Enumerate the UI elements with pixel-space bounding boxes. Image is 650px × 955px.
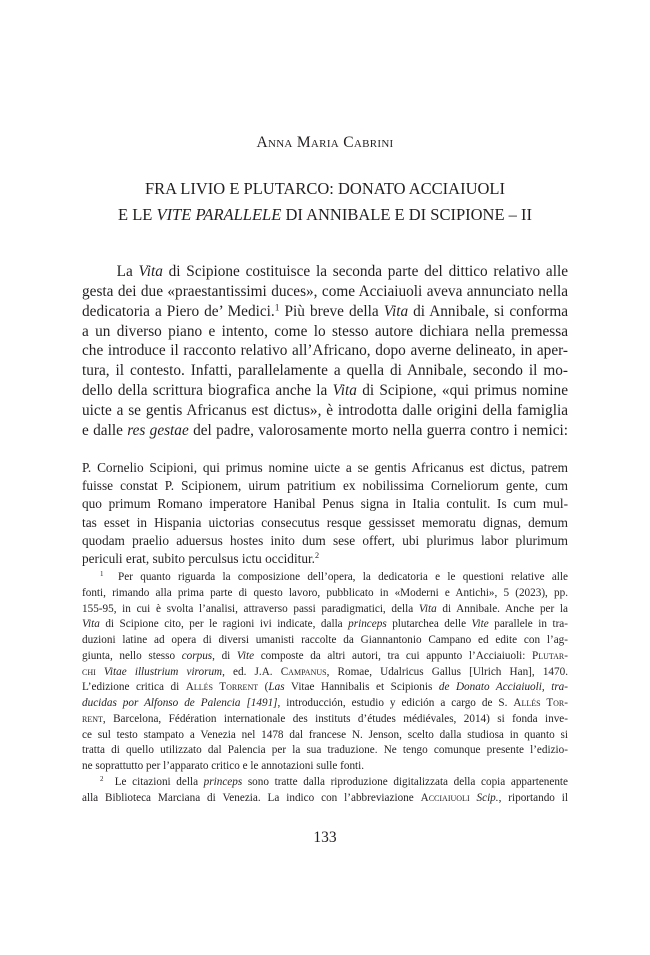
page-number: 133	[313, 829, 337, 846]
footnote-line: ducidas por Alfonso de Palencia [1491], introducción, estudio y edición a cargo de S. Allés Tor-	[82, 697, 568, 709]
footnote-line: rent, Barcelona, Fédération internationale des instituts d’études médiévales, 2014) si fonda inve-	[82, 712, 568, 725]
quote-line: tas esset in Hispania uictorias consecutus resque gessisset memoratu dignas, demum	[82, 514, 568, 530]
quote-line: quo primum Romano imperatore Hanibal Penus signa in Italia contulit. Is cum mul-	[82, 496, 568, 512]
footnote-line: ce sul testo stampato a Venezia nel 1478 dal francese N. Jenson, scelto dalla studiosa in quanto si	[82, 728, 568, 741]
footnote-line: chi Vitae illustrium virorum, ed. J.A. Campanus, Romae, Udalricus Gallus [Ulrich Han], 1470.	[82, 665, 569, 678]
footnote-line: giunta, nello stesso corpus, di Vite composte da altri autori, tra cui appunto l’Acciaiuoli: Plutar-	[82, 649, 568, 662]
quote-line: P. Cornelio Scipioni, qui primus nomine uicte a se gentis Africanus est dictus, patrem	[82, 460, 568, 475]
body-line: uicte a se gentis Africanus est dictus», è introdotta dalle origini della famiglia	[82, 401, 568, 419]
article-title	[60, 176, 590, 228]
body-line: a un diverso piano e intento, come lo stesso autore dichiara nella premessa	[82, 322, 568, 340]
body-line: dello della scrittura biografica anche la Vita di Scipione, «qui primus nomine	[82, 382, 568, 400]
block-quote	[82, 459, 568, 568]
footnote-line: $^1$ Per quanto riguarda la composizione dell’opera, la dedicatoria e le questioni relative alle	[100, 569, 568, 583]
footnote-line: Vita di Scipione cito, per le ragioni ivi indicate, dalla princeps plutarchea delle Vite parallele in tra-	[82, 618, 568, 631]
footnote-line: 155-95, in cui è svolta l’analisi, attraverso passi paradigmatici, della Vita di Annibale. Anche per la	[82, 602, 569, 615]
body-line: gesta dei due «praestantissimi duces», come Acciaiuoli aveva annunciato nella	[82, 282, 568, 300]
footnote-line: duzioni latine ad opera di diversi umanisti raccolte da Giannantonio Campano ed edite con l’ag-	[82, 634, 568, 646]
title-line-2: E LE VITE PARALLELE DI ANNIBALE E DI SCIPIONE – II	[117, 205, 533, 224]
quote-line: periculi erat, subito perculsus ictu occiditur.$^2$	[82, 551, 320, 567]
quote-line: fuisse constat P. Scipionem, uirum patritium ex nobilissima Corneliorum gente, cum	[82, 478, 568, 494]
body-line: e dalle res gestae del padre, valorosamente morto nella guerra contro i nemici:	[82, 421, 568, 439]
footnote-line: fonti, rimando alla prima parte di questo lavoro, pubblicato in «Moderni e Antichi», 5 (2023), pp.	[82, 586, 568, 599]
footnotes	[82, 570, 568, 806]
body-paragraph	[82, 262, 568, 441]
body-line: tura, il contesto. Infatti, parallelamente a quella di Annibale, secondo il mo-	[82, 362, 568, 380]
author-name: Anna Maria Cabrini	[256, 134, 394, 151]
body-line: dedicatoria a Piero de’ Medici.$^1$ Più breve della Vita di Annibale, si conforma	[82, 302, 569, 320]
footnote-line: alla Biblioteca Marciana di Venezia. La indico con l’abbreviazione Acciaiuoli Scip., riportando il	[82, 791, 568, 804]
footnote-line: $^2$ Le citazioni della princeps sono tratte dalla riproduzione digitalizzata della copia appartenente	[100, 774, 569, 788]
footnote-line: L’edizione critica di Allés Torrent (Las Vitae Hannibalis et Scipionis de Donato Acciaiuoli, tra-	[82, 681, 568, 694]
title-line-1: FRA LIVIO E PLUTARCO: DONATO ACCIAIUOLI	[144, 179, 505, 198]
footnote-line: tratta di quello utilizzato dal Palencia per la sua traduzione. Ne tengo comunque presente l’edizio-	[82, 744, 568, 757]
body-line: La Vita di Scipione costituisce la seconda parte del dittico relativo alle	[82, 263, 568, 280]
footnote-line: ne soprattutto per l’apparato critico e le annotazioni sulle fonti.	[82, 760, 365, 772]
quote-line: quodam praelio aduersus hostes inito dum sese offert, ubi plurimus labor plurimum	[82, 532, 568, 548]
body-line: che introduce il racconto relativo all’Africano, dopo averne delineato, in aper-	[82, 342, 568, 360]
